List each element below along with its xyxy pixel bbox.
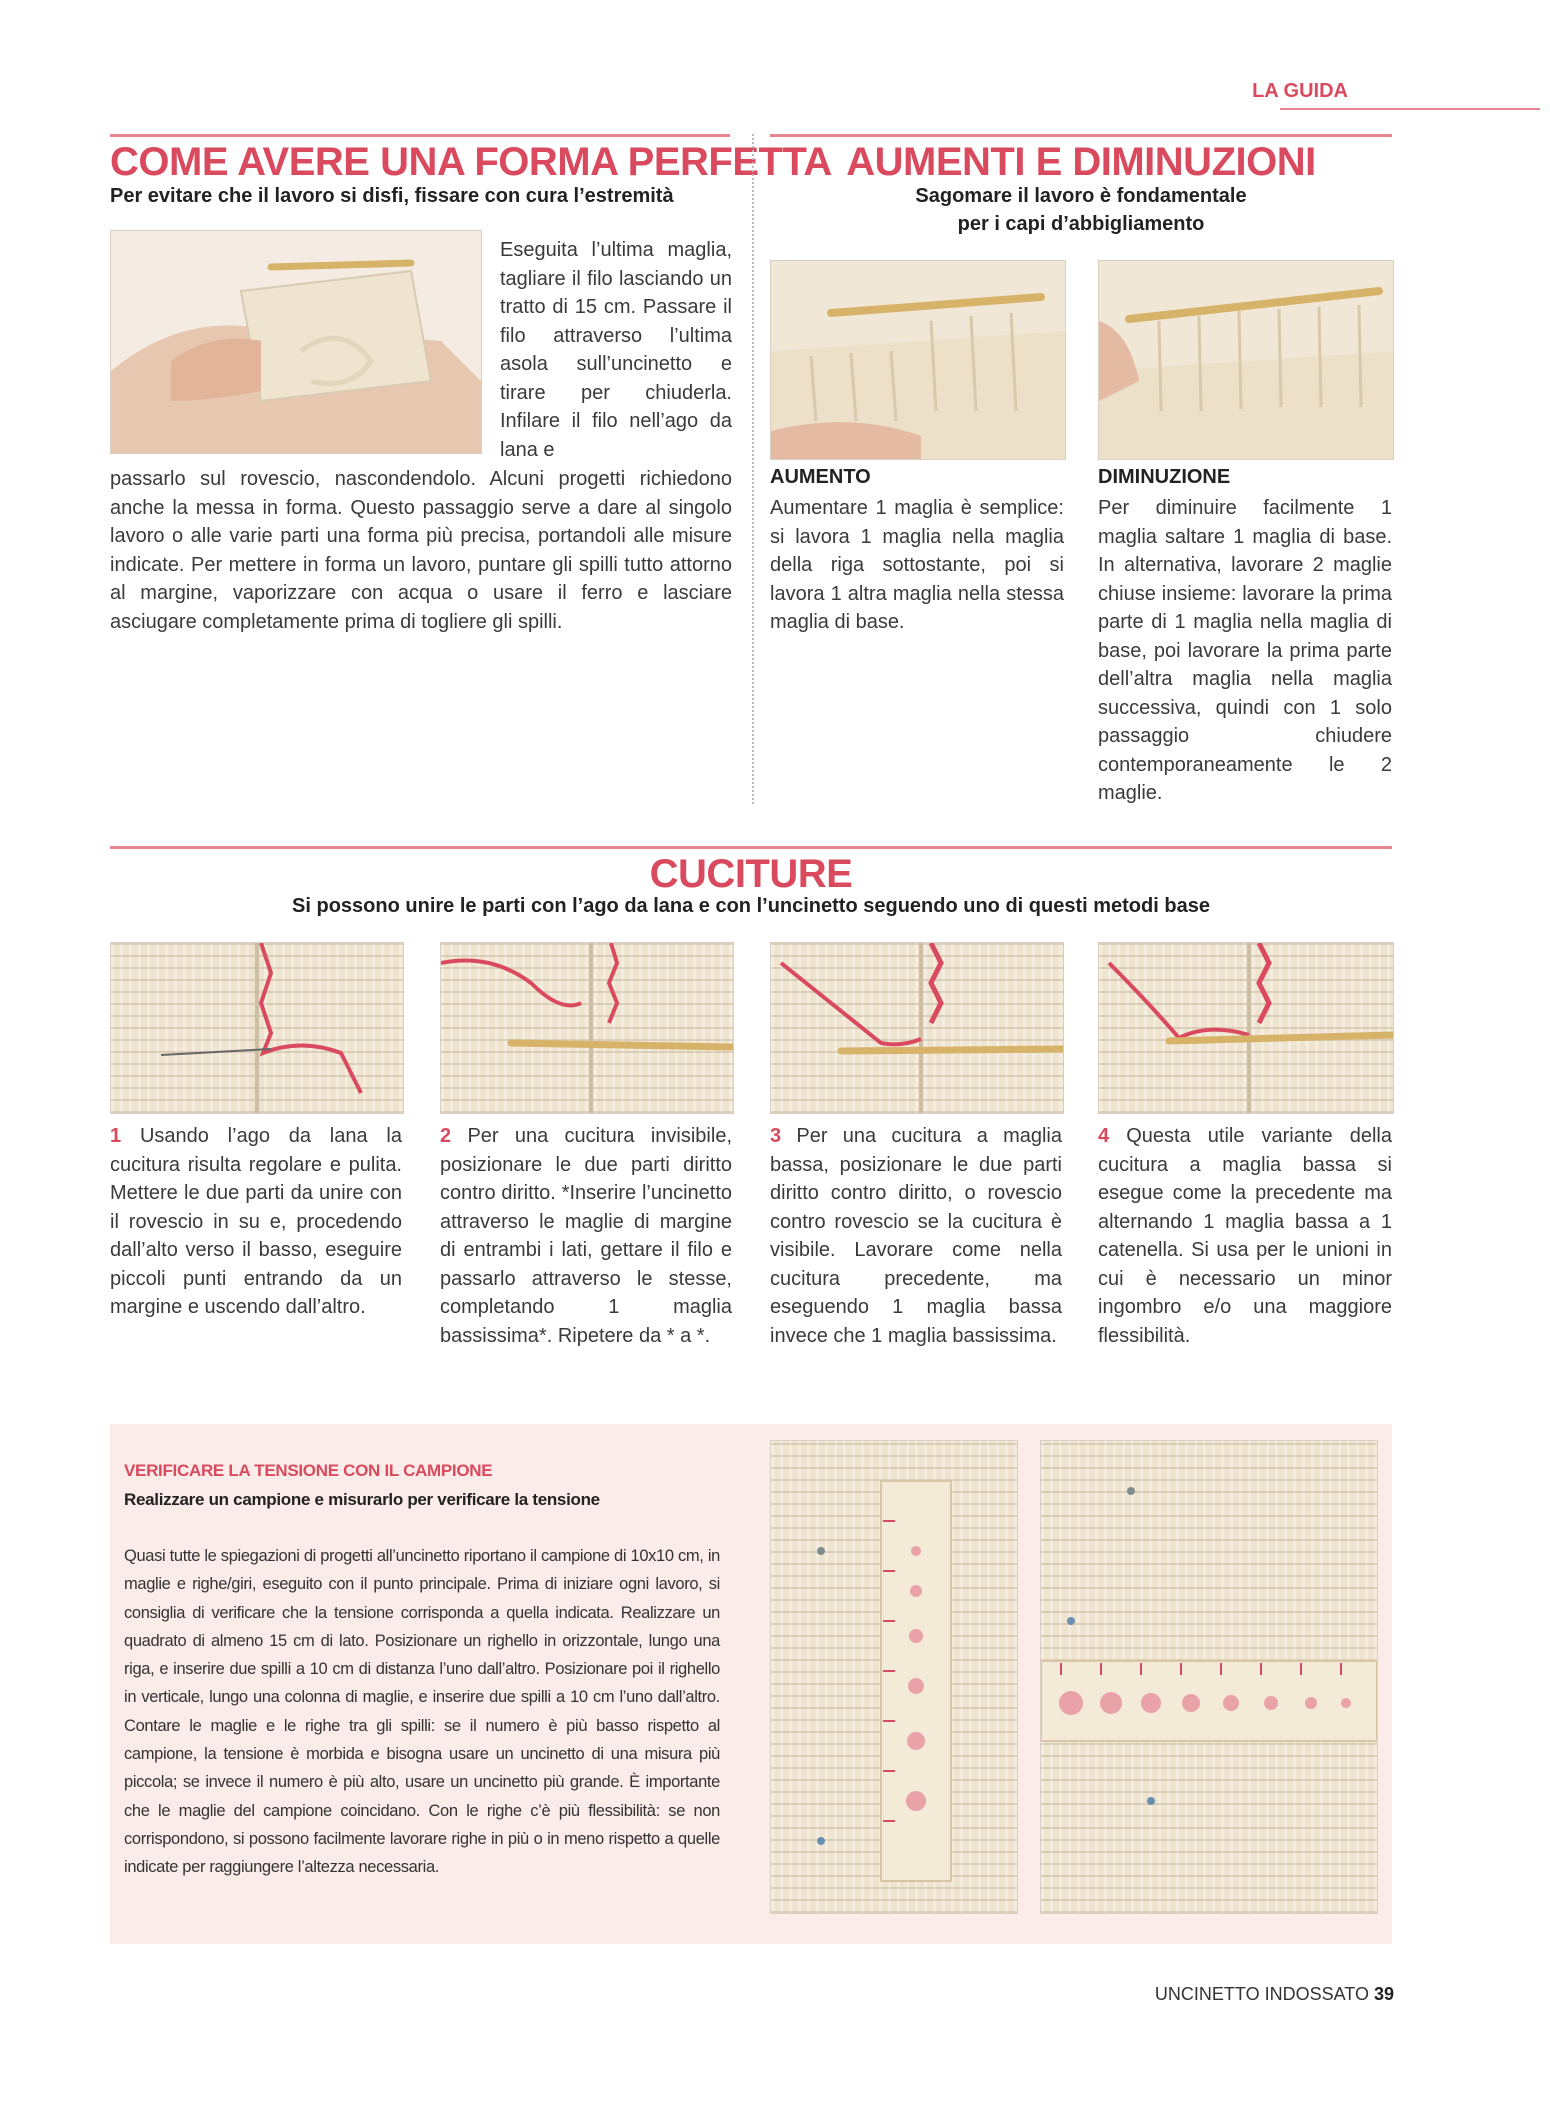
diminuzione-photo [1098, 260, 1394, 460]
aumenti-subtitle-1: Sagomare il lavoro è fondamentale [915, 185, 1247, 207]
aumenti-top-rule [770, 134, 1392, 137]
forma-full-text: passarlo sul rovescio, nascondendolo. Alcuni progetti richiedono anche la messa in forma. Questo passaggio serve a dare al singolo lavoro o alle varie parti una forma più precisa, portandoli alle misure indicate. Per mettere in forma un lavoro, puntare gli spilli tutto attorno al margine, vaporizzare con acqua o usare il ferro e lasciare asciugare completamente prima di togliere gli spilli. [110, 468, 732, 633]
header-rule [1280, 108, 1540, 110]
cucitura-step-3 [770, 1122, 1062, 1350]
page-number: 39 [1373, 1984, 1394, 2004]
column-divider [752, 134, 754, 804]
cuciture-top-rule [110, 846, 1392, 849]
footer [1155, 1984, 1394, 2005]
step-number: 1 [110, 1125, 122, 1147]
step-number: 2 [440, 1125, 452, 1147]
step-text: Per una cucitura a maglia bassa, posizionare le due parti diritto contro diritto, o rovescio contro rovescio se la cucitura è visibile. Lavorare come nella cucitura precedente, ma eseguendo 1 maglia bassa invece che 1 maglia bassissima. [770, 1125, 1062, 1347]
step-number: 4 [1098, 1125, 1110, 1147]
cucitura-photo-2 [440, 942, 734, 1114]
diminuzione-text: Per diminuire facilmente 1 maglia saltare 1 maglia di base. In alternativa, lavorare 2 maglie chiuse insieme: lavorare la prima parte di 1 maglia nella maglia di base, poi lavorare la prima parte dell’altra maglia nella maglia successiva, quindi con 1 solo passaggio chiudere contemporaneamente le 2 maglie. [1098, 497, 1392, 804]
cucitura-photo-3 [770, 942, 1064, 1114]
forma-title: COME AVERE UNA FORMA PERFETTA [110, 140, 832, 184]
step-text: Per una cucitura invisibile, posizionare le due parti diritto contro diritto. *Inserire l’uncinetto attraverso le maglie di margine di entrambi i lati, gettare il filo e passarlo attraverso le stesse, completando 1 maglia bassissima*. Ripetere da * a *. [440, 1125, 732, 1347]
forma-top-rule [110, 134, 730, 137]
tensione-title: VERIFICARE LA TENSIONE CON IL CAMPIONE [124, 1461, 493, 1480]
cucitura-step-2 [440, 1122, 732, 1350]
cuciture-subtitle: Si possono unire le parti con l’ago da lana e con l’uncinetto seguendo uno di questi metodi base [292, 895, 1210, 917]
step-number: 3 [770, 1125, 782, 1147]
aumento-text: Aumentare 1 maglia è semplice: si lavora 1 maglia nella maglia della riga sottostante, poi si lavora 1 altra maglia nella stessa maglia di base. [770, 497, 1064, 633]
diminuzione-label: DIMINUZIONE [1098, 466, 1231, 488]
cucitura-step-4 [1098, 1122, 1392, 1350]
aumenti-title: AUMENTI E DIMINUZIONI [846, 140, 1316, 184]
forma-photo [110, 230, 482, 454]
cucitura-photo-1 [110, 942, 404, 1114]
aumento-photo [770, 260, 1066, 460]
cucitura-photo-4 [1098, 942, 1394, 1114]
aumenti-subtitle-2: per i capi d’abbigliamento [957, 213, 1205, 235]
cucitura-step-1 [110, 1122, 402, 1322]
forma-side-text: Eseguita l’ultima maglia, tagliare il filo lasciando un tratto di 15 cm. Passare il filo attraverso l’ultima asola sull’uncinetto e tirare per chiuderla. Infilare il filo nell’ago da lana e [500, 239, 732, 461]
section-header: LA GUIDA [1252, 80, 1348, 102]
tensione-subtitle: Realizzare un campione e misurarlo per verificare la tensione [124, 1490, 600, 1509]
tensione-photo-horizontal [1040, 1440, 1378, 1914]
cuciture-title: CUCITURE [649, 852, 853, 896]
forma-subtitle: Per evitare che il lavoro si disfi, fissare con cura l’estremità [110, 185, 674, 207]
tensione-photo-vertical [770, 1440, 1018, 1914]
magazine-name: UNCINETTO INDOSSATO [1154, 1984, 1369, 2004]
step-text: Questa utile variante della cucitura a maglia bassa si esegue come la precedente ma alternando 1 maglia bassa a 1 catenella. Si usa per le unioni in cui è necessario un minor ingombro e/o una maggiore flessibilità. [1098, 1125, 1392, 1347]
tensione-text: Quasi tutte le spiegazioni di progetti all’uncinetto riportano il campione di 10x10 cm, in maglie e righe/giri, eseguito con il punto principale. Prima di iniziare ogni lavoro, si consiglia di verificare che la tensione corrisponda a quella indicata. Realizzare un quadrato di almeno 15 cm di lato. Posizionare un righello in orizzontale, lungo una riga, e inserire due spilli a 10 cm di distanza l’uno dall’altro. Posizionare poi il righello in verticale, lungo una colonna di maglie, e inserire due spilli a 10 cm l’uno dall’altro. Contare le maglie e le righe tra gli spilli: se il numero è più basso rispetto al campione, la tensione è morbida e bisogna usare un uncinetto di una misura più piccola; se invece il numero è più alto, usare un uncinetto più grande. È importante che le maglie del campione coincidano. Con le righe c’è più flessibilità: se non corrispondono, si possono facilmente lavorare righe in più o in meno rispetto a quelle indicate per raggiungere l’altezza necessaria. [124, 1547, 720, 1877]
step-text: Usando l’ago da lana la cucitura risulta regolare e pulita. Mettere le due parti da unire con il rovescio in su e, procedendo dall’alto verso il basso, eseguire piccoli punti entrando da un margine e uscendo dall’altro. [110, 1125, 402, 1318]
aumento-label: AUMENTO [770, 466, 871, 488]
